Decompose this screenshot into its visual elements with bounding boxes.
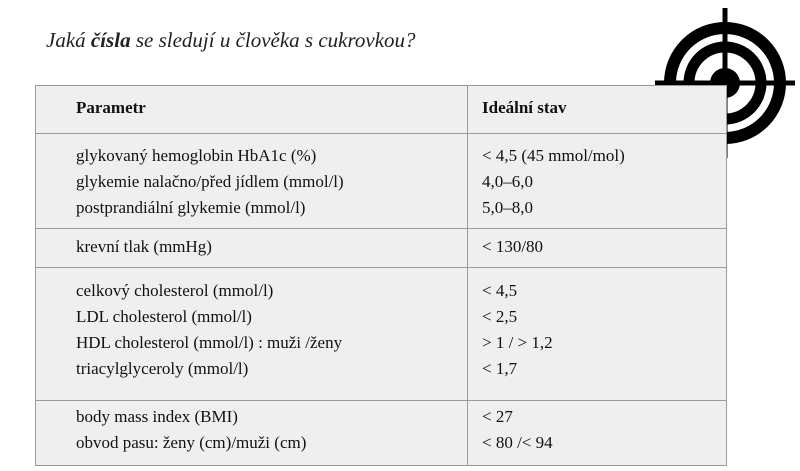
table-row — [36, 401, 726, 465]
param-cell: postprandiální glykemie (mmol/l) — [76, 198, 306, 217]
header-parametr: Parametr — [36, 86, 468, 133]
param-cell: glykovaný hemoglobin HbA1c (%) — [76, 146, 317, 165]
param-cell: body mass index (BMI) — [76, 407, 238, 426]
heading-prefix: Jaká — [46, 28, 91, 52]
value-cell: < 4,5 — [482, 281, 518, 300]
page-heading — [46, 28, 416, 53]
param-cell: glykemie nalačno/před jídlem (mmol/l) — [76, 172, 344, 191]
heading-suffix: se sledují u člověka s cukrovkou? — [130, 28, 416, 52]
table-header-row — [36, 86, 726, 134]
param-cell: HDL cholesterol (mmol/l) : muži /ženy — [76, 333, 343, 352]
param-cell: obvod pasu: ženy (cm)/muži (cm) — [76, 433, 307, 452]
param-cell: triacylglyceroly (mmol/l) — [76, 359, 249, 378]
value-cell: < 27 — [482, 407, 513, 426]
heading-emphasis: čísla — [90, 28, 131, 52]
table-row — [36, 134, 726, 229]
table-row — [36, 229, 726, 268]
parameters-table — [35, 85, 727, 466]
value-cell: < 80 /< 94 — [482, 433, 553, 452]
value-cell: < 4,5 (45 mmol/mol) — [482, 146, 625, 165]
value-cell: 5,0–8,0 — [482, 198, 533, 217]
param-cell: krevní tlak (mmHg) — [76, 237, 212, 256]
value-cell: 4,0–6,0 — [482, 172, 533, 191]
value-cell: < 2,5 — [482, 307, 518, 326]
value-cell: < 130/80 — [482, 237, 544, 256]
value-cell: < 1,7 — [482, 359, 518, 378]
value-cell: > 1 / > 1,2 — [482, 333, 553, 352]
param-cell: celkový cholesterol (mmol/l) — [76, 281, 274, 300]
header-idealni-stav: Ideální stav — [482, 98, 567, 117]
table-row — [36, 268, 726, 401]
param-cell: LDL cholesterol (mmol/l) — [76, 307, 252, 326]
